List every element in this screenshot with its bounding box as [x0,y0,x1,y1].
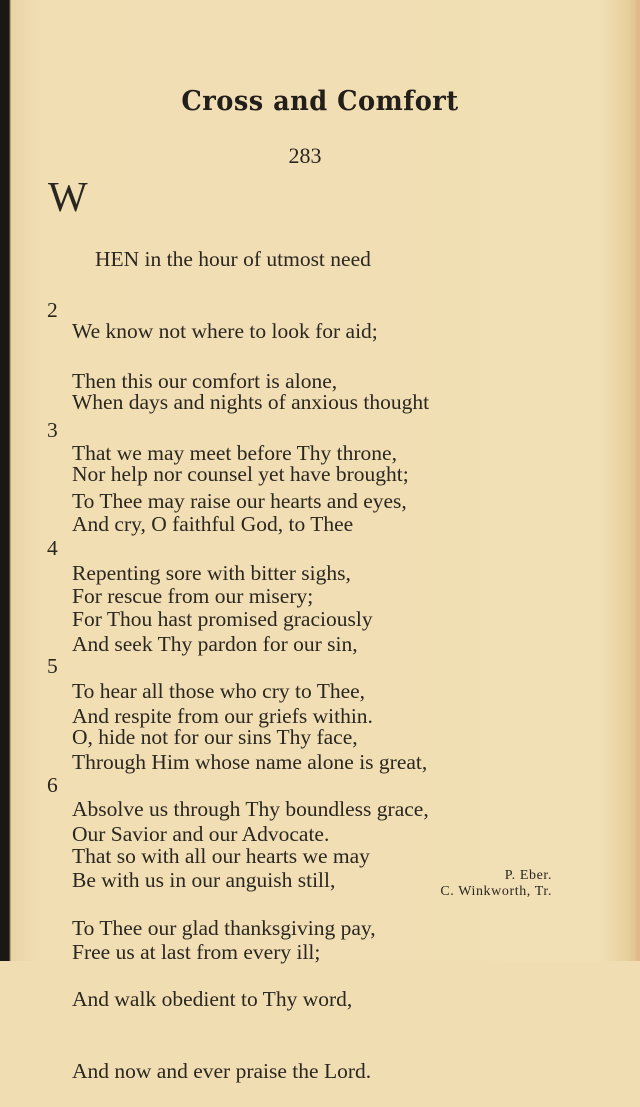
translator-credit: C. Winkworth, Tr. [440,884,552,899]
verse-line: We know not where to look for aid; [72,318,378,343]
verse-line: Be with us in our anguish still, [72,868,336,893]
verse-line: Then this our comfort is alone, [72,369,338,394]
verse-line: And now and ever praise the Lord. [72,1058,372,1083]
drop-cap: W [48,175,88,221]
verse-line: And seek Thy pardon for our sin, [72,632,358,657]
verse-line: That we may meet before Thy throne, [72,440,397,465]
stanza-6 [47,774,376,1107]
verse-line: When days and nights of anxious thought [72,390,430,415]
verse-line: O, hide not for our sins Thy face, [72,725,358,750]
verse-line: Absolve us through Thy boundless grace, [72,796,429,821]
verse-line: And cry, O faithful God, to Thee [72,512,354,537]
verse-line: And respite from our griefs within. [72,703,373,728]
verse-line: For Thou hast promised graciously [72,607,373,632]
verse-line: And walk obedient to Thy word, [72,987,353,1012]
verse-line: HEN in the hour of utmost need [95,247,371,272]
verse-line: Through Him whose name alone is great, [72,750,428,775]
verse-line: Our Savior and our Advocate. [72,821,330,846]
stanza-number: 2 [47,298,58,322]
page-edge [636,0,640,961]
stanza-number: 3 [47,418,58,442]
verse-line: To Thee may raise our hearts and eyes, [72,489,407,514]
verse-line: To hear all those who cry to Thee, [72,678,366,703]
verse-line: Free us at last from every ill; [72,939,321,964]
verse-line: For rescue from our misery; [72,583,314,608]
verse-line: Repenting sore with bitter sighs, [72,560,351,585]
section-title: Cross and Comfort [181,86,459,117]
author-credit: P. Eber. [504,868,552,883]
hymn-number: 283 [288,143,322,168]
verse-line: To Thee our glad thanksgiving pay, [72,915,376,940]
stanza-number: 5 [47,654,58,678]
stanza-number: 6 [47,773,58,797]
verse-line: Nor help nor counsel yet have brought; [72,461,409,486]
stanza-number: 4 [47,536,58,560]
verse-line: That so with all our hearts we may [72,844,370,869]
